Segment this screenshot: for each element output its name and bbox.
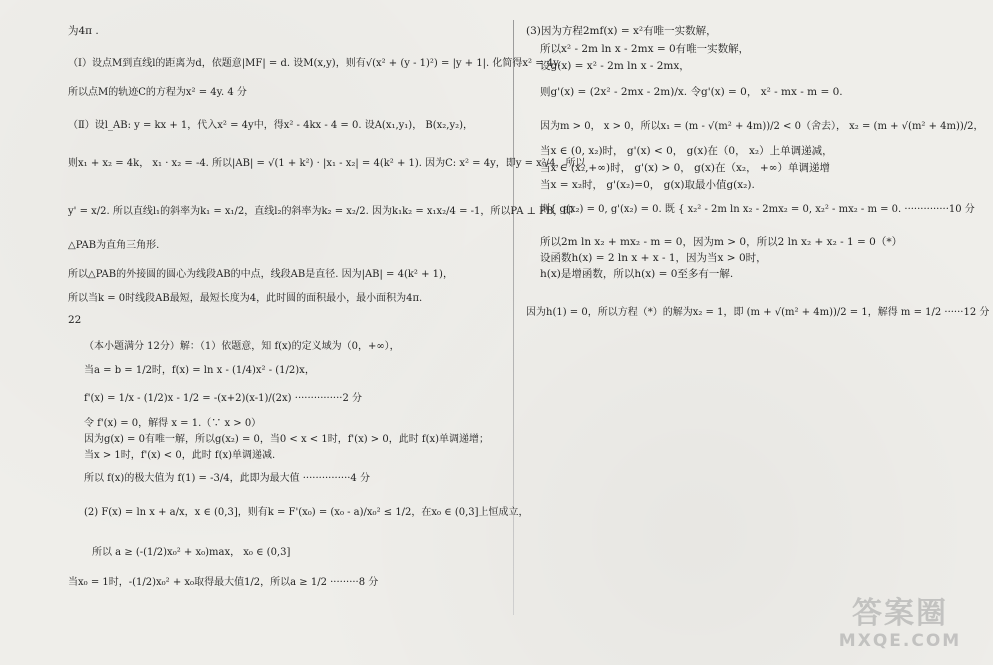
text-line: 当x₀ = 1时，-(1/2)x₀² + x₀取得最大值1/2，所以a ≥ 1/2 ·········8 分 — [68, 577, 379, 588]
text-line: 为4π . — [68, 25, 99, 37]
text-line: 则x₁ + x₂ = 4k， x₁ · x₂ = -4. 所以|AB| = √(1 + k²) · |x₁ - x₂| = 4(k² + 1). 因为C: x² = 4y，即y = x²/4，所以 — [68, 158, 586, 169]
text-line: 当x ∈ (0, x₂)时， g'(x) < 0， g(x)在（0， x₂）上单调递减， — [540, 145, 833, 157]
question-number: 22 — [68, 314, 82, 326]
text-line: △PAB为直角三角形. — [68, 240, 160, 251]
text-line: 因为g(x) = 0有唯一解，所以g(x₂) = 0，当0 < x < 1时，f'(x) > 0，此时 f(x)单调递增； — [84, 434, 490, 445]
watermark-bottom-text: MXQE.COM — [838, 631, 962, 651]
text-line: (3)因为方程2mf(x) = x²有唯一实数解， — [526, 25, 717, 37]
text-line: h(x)是增函数，所以h(x) = 0至多有一解. — [540, 268, 734, 280]
text-line: 所以 f(x)的极大值为 f(1) = -3/4，此即为最大值 ···············4 分 — [84, 473, 370, 484]
watermark-logo — [825, 597, 975, 657]
text-line: 当a = b = 1/2时，f(x) = ln x - (1/4)x² - (1/2)x， — [84, 365, 315, 376]
text-line: 所以x² - 2m ln x - 2mx = 0有唯一实数解， — [540, 43, 750, 55]
text-line: 当x = x₂时， g'(x₂)=0， g(x)取最小值g(x₂). — [540, 179, 755, 191]
text-line: y' = x/2. 所以直线l₁的斜率为k₁ = x₁/2，直线l₂的斜率为k₂ = x₂/2. 因为k₁k₂ = x₁x₂/4 = -1，所以PA ⊥ PB，即 — [68, 206, 574, 217]
text-line: （Ⅰ）设点M到直线l的距离为d，依题意|MF| = d. 设M(x,y)，则有√(x² + (y - 1)²) = |y + 1|. 化简得x² = 4y. — [68, 58, 561, 69]
text-line: 当x ∈ (x₂,+∞)时， g'(x) > 0， g(x)在（x₂， +∞）单调递增 — [540, 162, 830, 174]
text-line: 因为m > 0， x > 0，所以x₁ = (m - √(m² + 4m))/2 < 0（舍去）， x₂ = (m + √(m² + 4m))/2， — [540, 121, 984, 132]
text-line: (2) F(x) = ln x + a/x，x ∈ (0,3]，则有k = F'(x₀) = (x₀ - a)/x₀² ≤ 1/2，在x₀ ∈ (0,3]上恒成立， — [84, 507, 529, 518]
text-line: 设函数h(x) = 2 ln x + x - 1，因为当x > 0时， — [540, 252, 767, 264]
text-line: 所以 a ≥ (-(1/2)x₀² + x₀)max， x₀ ∈ (0,3] — [92, 547, 291, 558]
text-line: 则g'(x) = (2x² - 2mx - 2m)/x. 令g'(x) = 0， x² - mx - m = 0. — [540, 86, 843, 98]
text-line: f'(x) = 1/x - (1/2)x - 1/2 = -(x+2)(x-1)/(2x) ···············2 分 — [84, 393, 362, 404]
text-line: 当x > 1时，f'(x) < 0，此时 f(x)单调递减. — [84, 450, 276, 461]
watermark-top-text: 答案圈 — [852, 596, 948, 631]
text-line: （Ⅱ）设l_AB: y = kx + 1，代入x² = 4y中，得x² - 4kx - 4 = 0. 设A(x₁,y₁)， B(x₂,y₂)， — [68, 120, 474, 131]
text-line: 则{ g(x₂) = 0, g'(x₂) = 0. 既 { x₂² - 2m ln x₂ - 2mx₂ = 0, x₂² - mx₂ - m = 0. ··············10 分 — [540, 204, 975, 215]
text-line: （本小题满分 12分）解：（1）依题意，知 f(x)的定义域为（0，+∞）， — [84, 341, 400, 352]
column-divider — [513, 20, 514, 615]
text-line: 设g(x) = x² - 2m ln x - 2mx， — [540, 60, 690, 72]
text-line: 所以当k = 0时线段AB最短，最短长度为4，此时圆的面积最小，最小面积为4π. — [68, 293, 423, 304]
text-line: 因为h(1) = 0，所以方程（*）的解为x₂ = 1，即 (m + √(m² + 4m))/2 = 1，解得 m = 1/2 ······12 分 — [526, 307, 990, 318]
text-line: 令 f'(x) = 0，解得 x = 1.（∵ x > 0） — [84, 418, 262, 429]
text-line: 所以点M的轨迹C的方程为x² = 4y. 4 分 — [68, 87, 247, 98]
text-line: 所以2m ln x₂ + mx₂ - m = 0，因为m > 0，所以2 ln x₂ + x₂ - 1 = 0（*） — [540, 236, 903, 248]
text-line: 所以△PAB的外接圆的圆心为线段AB的中点，线段AB是直径. 因为|AB| = 4(k² + 1)， — [68, 269, 453, 280]
